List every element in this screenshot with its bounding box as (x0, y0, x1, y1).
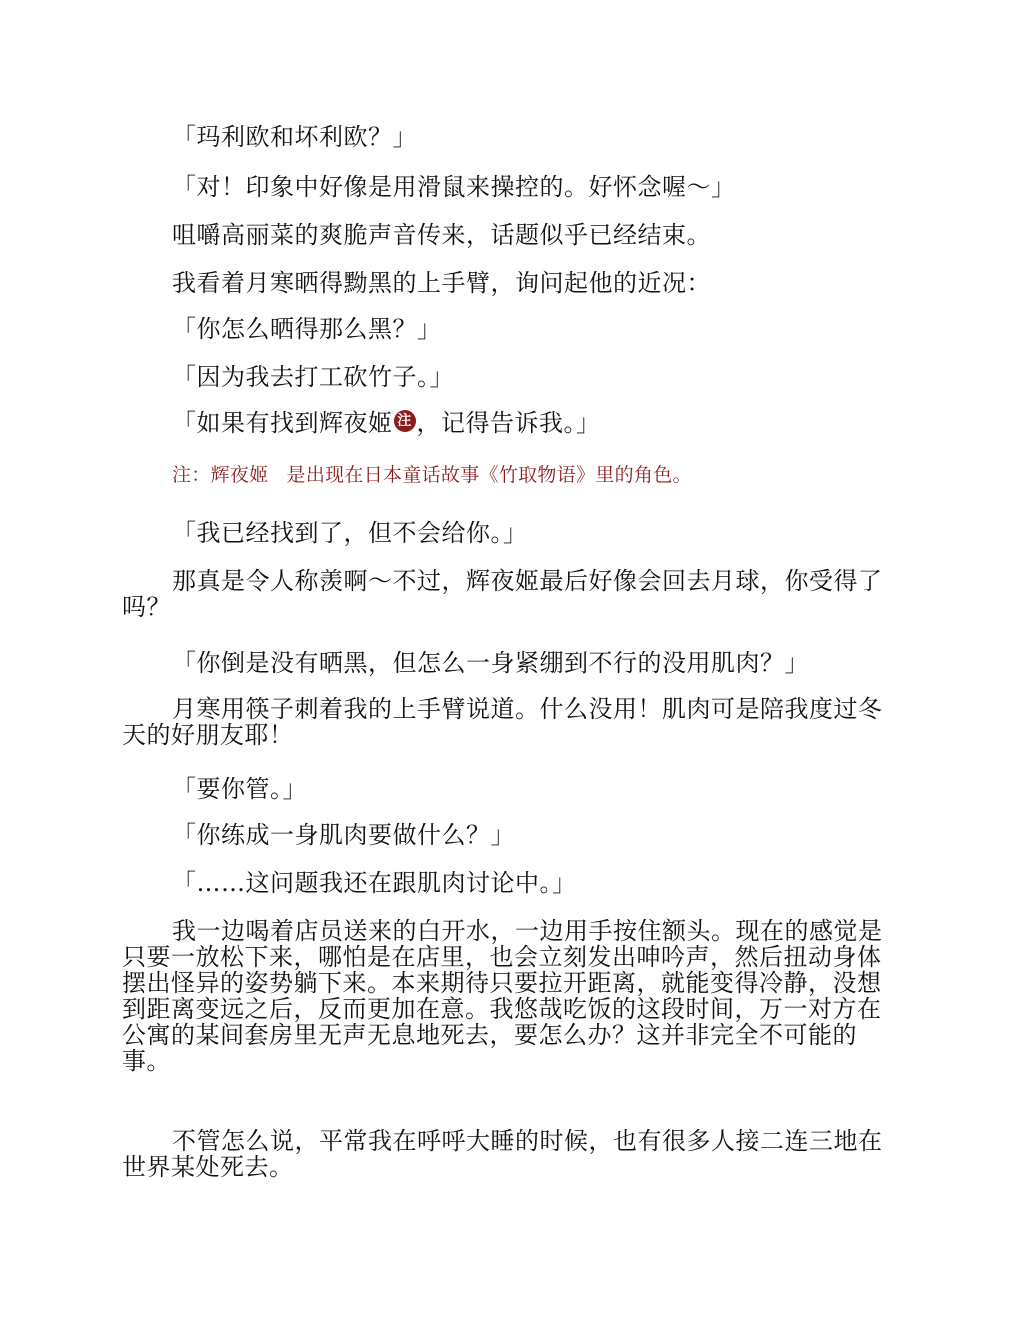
dialogue-line: 「你怎么晒得那么黑？」 (172, 315, 442, 343)
dialogue-text-before-note: 「如果有找到辉夜姬 (172, 409, 393, 437)
dialogue-line: 「你练成一身肌肉要做什么？」 (172, 821, 515, 849)
paragraph-line: 事。 (122, 1047, 171, 1075)
dialogue-line: 「我已经找到了，但不会给你。」 (172, 519, 528, 547)
paragraph-line: 月寒用筷子刺着我的上手臂说道。什么没用！肌肉可是陪我度过冬 (172, 695, 883, 723)
dialogue-line: 「对！印象中好像是用滑鼠来操控的。好怀念喔～」 (172, 173, 736, 201)
dialogue-line: 「玛利欧和坏利欧？」 (172, 123, 417, 151)
paragraph-line: 吗？ (122, 593, 171, 621)
paragraph (122, 696, 898, 748)
footnote-marker-icon[interactable]: 注 (394, 410, 416, 432)
paragraph-line: 到距离变远之后，反而更加在意。我悠哉吃饭的这段时间，万一对方在 (122, 995, 882, 1023)
paragraph-line: 天的好朋友耶！ (122, 721, 294, 749)
footnote-text: 是出现在日本童话故事《竹取物语》里的角色。 (286, 464, 692, 486)
paragraph (122, 918, 898, 1074)
paragraph-line: 公寓的某间套房里无声无息地死去，要怎么办？这并非完全不可能的 (122, 1021, 857, 1049)
paragraph (122, 568, 898, 620)
dialogue-line: 「……这问题我还在跟肌肉讨论中。」 (172, 869, 577, 897)
dialogue-text-after-note: ，记得告诉我。」 (416, 409, 601, 437)
paragraph-line: 那真是令人称羡啊～不过，辉夜姬最后好像会回去月球，你受得了 (172, 567, 883, 595)
paragraph-line: 只要一放松下来，哪怕是在店里，也会立刻发出呻吟声，然后扭动身体 (122, 943, 882, 971)
dialogue-line: 「因为我去打工砍竹子。」 (172, 363, 454, 391)
footnote-label: 注：辉夜姬 (172, 464, 269, 486)
paragraph-line: 世界某处死去。 (122, 1153, 294, 1181)
paragraph-line: 我一边喝着店员送来的白开水，一边用手按住额头。现在的感觉是 (172, 917, 883, 945)
footnote (172, 464, 692, 486)
paragraph-line: 不管怎么说，平常我在呼呼大睡的时候，也有很多人接二连三地在 (172, 1127, 883, 1155)
dialogue-line: 「要你管。」 (172, 775, 307, 803)
dialogue-line-with-note (172, 410, 601, 436)
paragraph-line: 摆出怪异的姿势躺下来。本来期待只要拉开距离，就能变得冷静，没想 (122, 969, 882, 997)
narration-line: 我看着月寒晒得黝黑的上手臂，询问起他的近况： (172, 269, 711, 297)
narration-line: 咀嚼高丽菜的爽脆声音传来，话题似乎已经结束。 (172, 221, 711, 249)
dialogue-line: 「你倒是没有晒黑，但怎么一身紧绷到不行的没用肌肉？」 (172, 649, 809, 677)
paragraph (122, 1128, 898, 1180)
